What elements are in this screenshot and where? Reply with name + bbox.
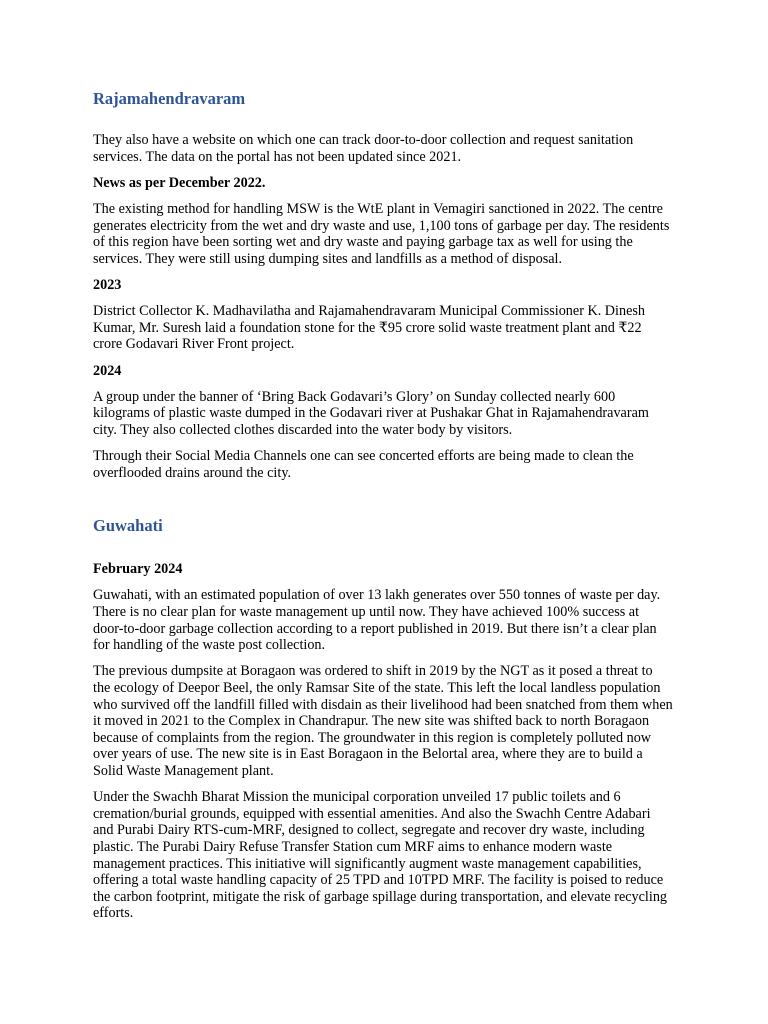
- section-heading: Guwahati: [93, 516, 163, 536]
- subheading: 2024: [93, 362, 122, 379]
- paragraph: They also have a website on which one can track door-to-door collection and request sanitation services. The data on the portal has not been updated since 2021.: [93, 132, 634, 165]
- subheading: 2023: [93, 276, 122, 293]
- paragraph: Guwahati, with an estimated population of over 13 lakh generates over 550 tonnes of waste per day. There is no clear plan for waste management up until now. They have achieved 100% success at door-to-door garbage collection according to a report published in 2019. But there isn’t a clear plan for handling of the waste post collection.: [93, 587, 661, 654]
- paragraph: Through their Social Media Channels one can see concerted efforts are being made to clean the overflooded drains around the city.: [93, 448, 634, 481]
- paragraph: District Collector K. Madhavilatha and Rajamahendravaram Municipal Commissioner K. Dinesh Kumar, Mr. Suresh laid a foundation stone for the ₹95 crore solid waste treatment plant and ₹22 crore Godavari River Front project.: [93, 303, 645, 353]
- section-rajamahendravaram: [93, 88, 673, 481]
- subheading: News as per December 2022.: [93, 174, 266, 191]
- document-page: [93, 88, 673, 932]
- section-guwahati: [93, 515, 673, 922]
- subheading: February 2024: [93, 561, 183, 578]
- paragraph: The existing method for handling MSW is the WtE plant in Vemagiri sanctioned in 2022. The centre generates electricity from the wet and dry waste and use, 1,100 tons of garbage per day. The residents of this region have been sorting wet and dry waste and paying garbage tax as well for using the services. They were still using dumping sites and landfills as a method of disposal.: [93, 200, 670, 267]
- paragraph: The previous dumpsite at Boragaon was ordered to shift in 2019 by the NGT as it posed a threat to the ecology of Deepor Beel, the only Ramsar Site of the state. This left the local landless population who survived off the landfill filled with disdain as their livelihood had been snatched from them when it moved in 2021 to the Complex in Chandrapur. The new site was shifted back to north Boragaon because of complaints from the region. The groundwater in this region is completely polluted now over years of use. The new site is in East Boragaon in the Belortal area, where they are to build a Solid Waste Management plant.: [93, 663, 673, 779]
- paragraph: A group under the banner of ‘Bring Back Godavari’s Glory’ on Sunday collected nearly 600 kilograms of plastic waste dumped in the Godavari river at Pushakar Ghat in Rajamahendravaram city. They also collected clothes discarded into the water body by visitors.: [93, 388, 649, 438]
- section-heading: Rajamahendravaram: [93, 89, 246, 108]
- paragraph: Under the Swachh Bharat Mission the municipal corporation unveiled 17 public toilets and 6 cremation/burial grounds, equipped with essential amenities. And also the Swachh Centre Adabari and Purabi Dairy RTS-cum-MRF, designed to collect, segregate and recover dry waste, including plastic. The Purabi Dairy Refuse Transfer Station cum MRF aims to enhance modern waste management practices. This initiative will significantly augment waste management capabilities, offering a total waste handling capacity of 25 TPD and 10TPD MRF. The facility is poised to reduce the carbon footprint, mitigate the risk of garbage spillage during transportation, and elevate recycling efforts.: [93, 789, 668, 922]
